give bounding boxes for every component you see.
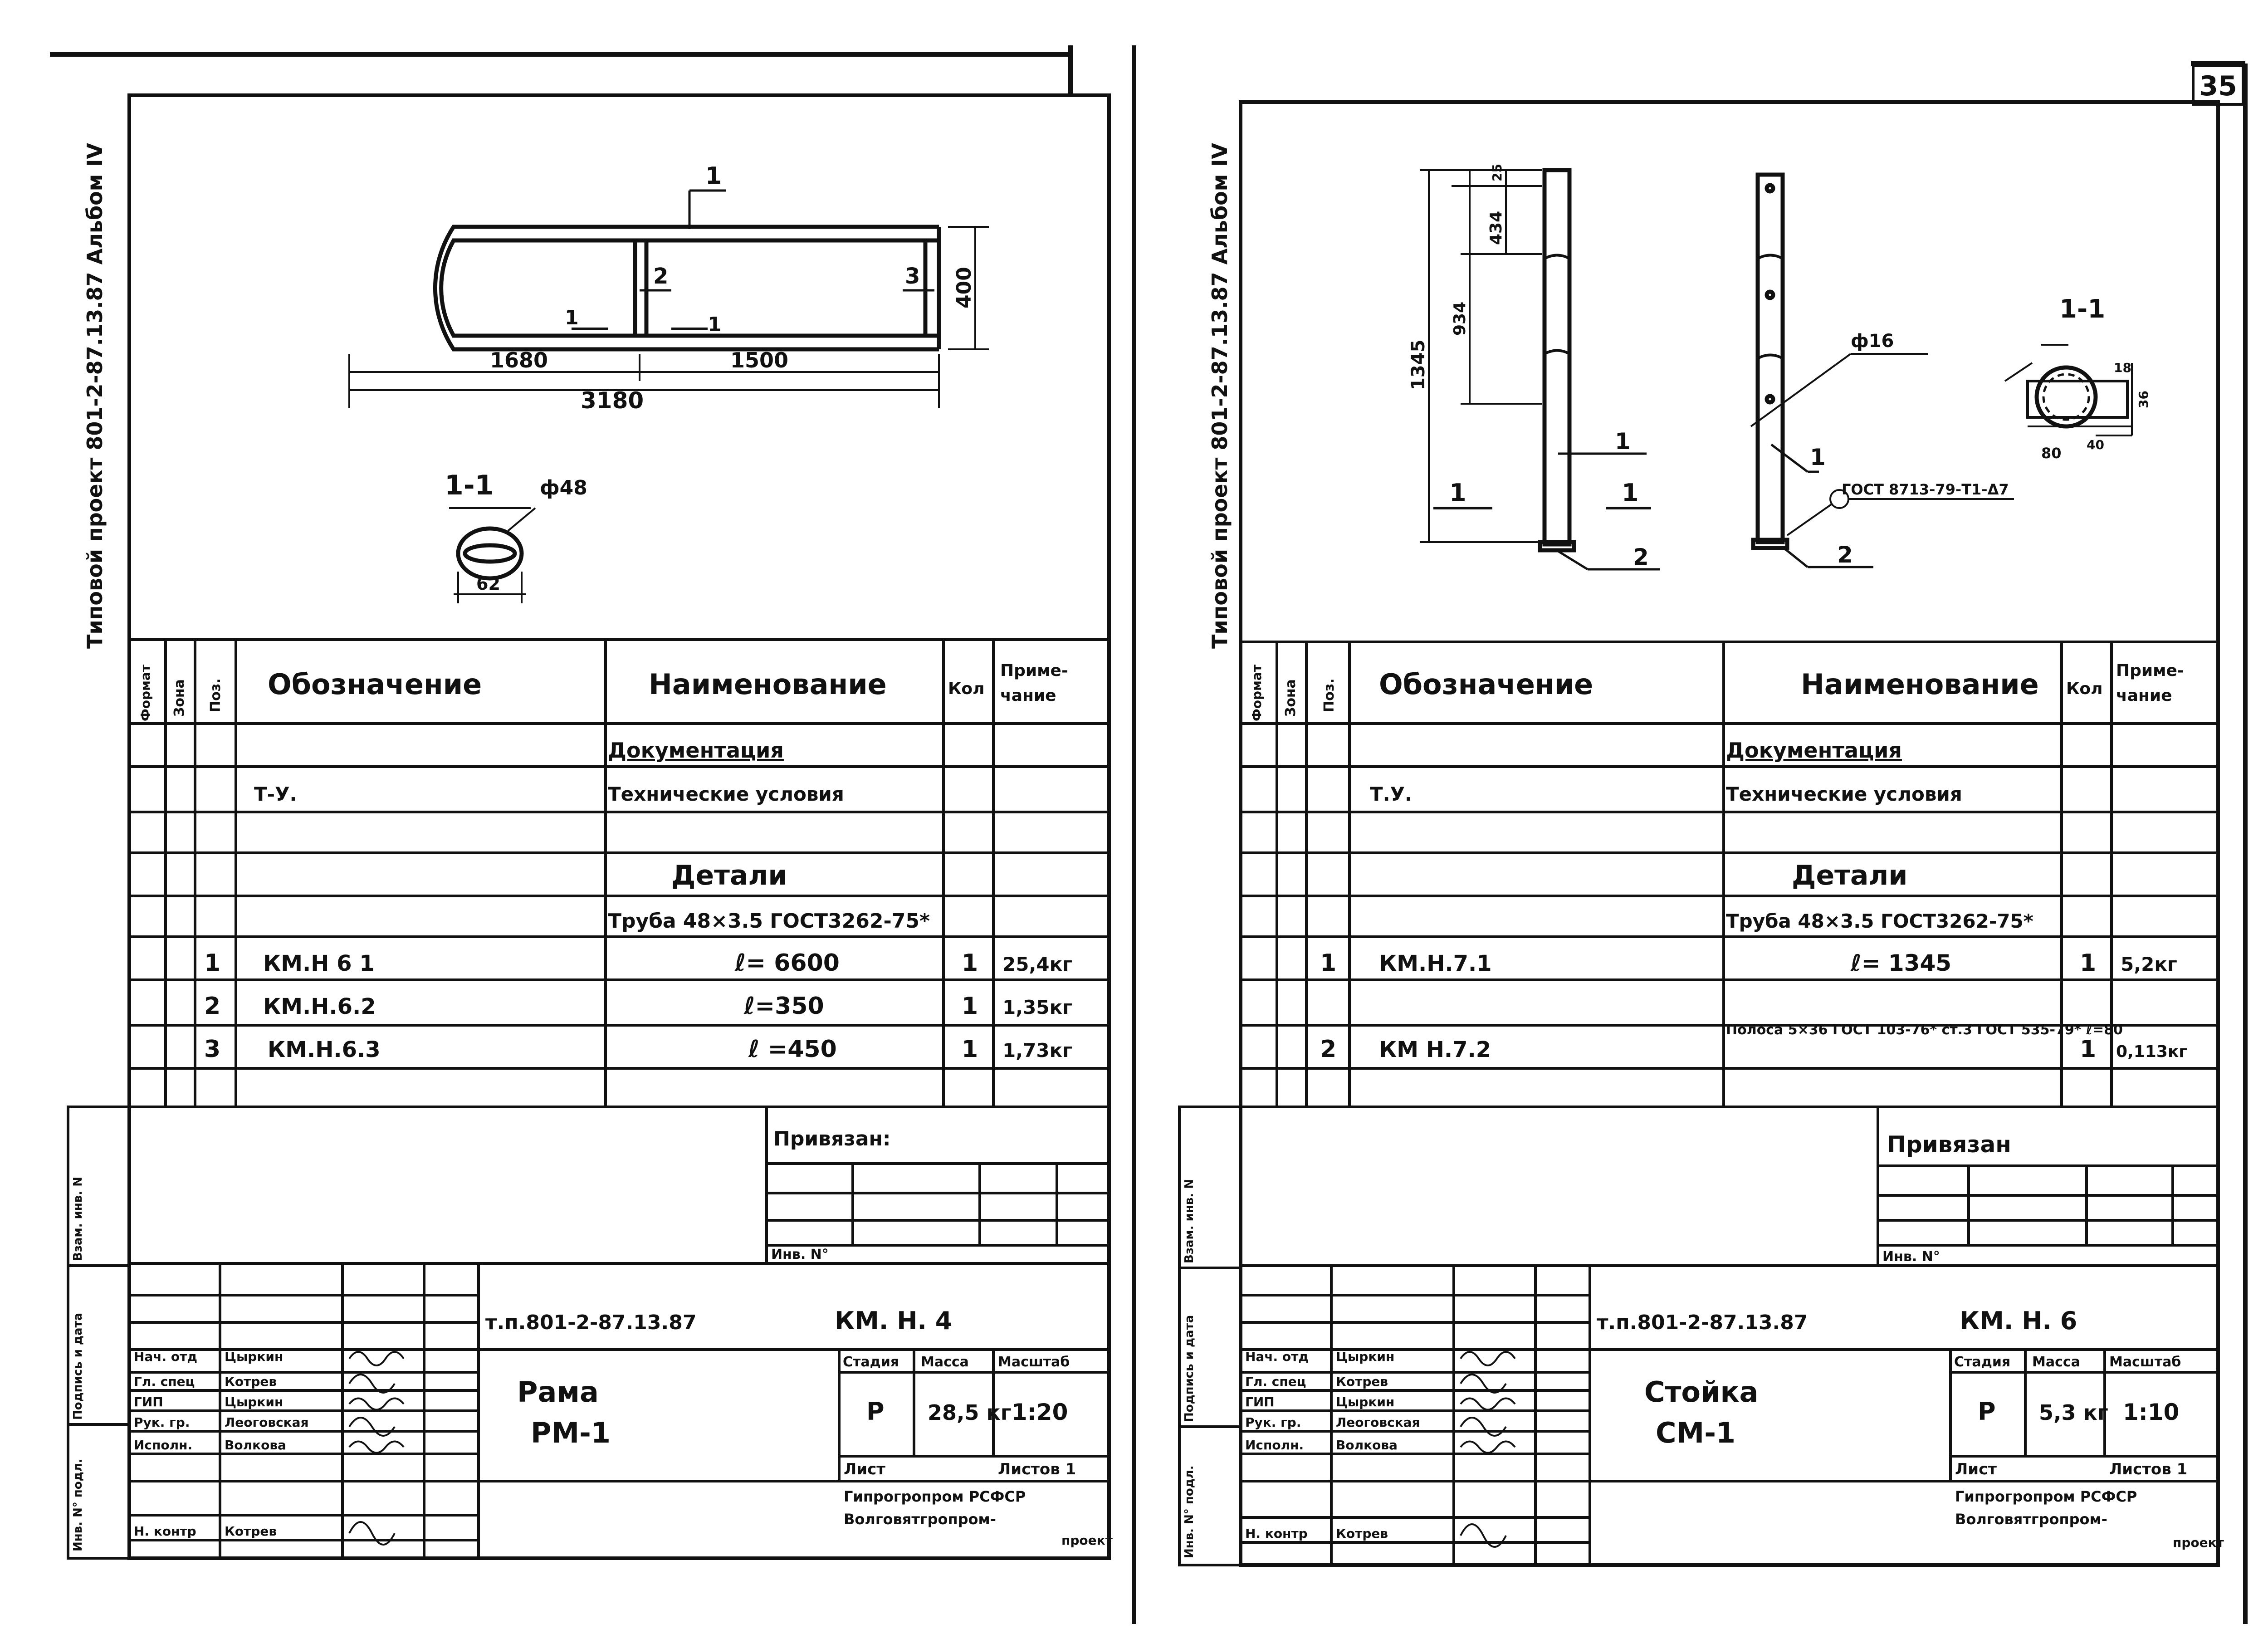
svg-text:Цыркин: Цыркин: [1336, 1349, 1395, 1364]
left-title-block-text: [71, 1127, 1113, 1551]
svg-text:934: 934: [1451, 301, 1469, 336]
svg-text:Технические условия: Технические условия: [608, 783, 844, 805]
svg-text:2: 2: [1320, 1036, 1337, 1063]
svg-text:КМ.Н 6 1: КМ.Н 6 1: [263, 951, 375, 976]
right-spec-rows: [1320, 738, 2187, 1063]
svg-text:Стадия: Стадия: [843, 1354, 899, 1370]
svg-text:Обозначение: Обозначение: [268, 668, 482, 701]
svg-text:Труба 48×3.5 ГОСТ3262-75*: Труба 48×3.5 ГОСТ3262-75*: [1726, 910, 2033, 932]
svg-text:Кол: Кол: [2066, 680, 2103, 698]
svg-text:Н. контр: Н. контр: [134, 1524, 196, 1539]
svg-text:1,35кг: 1,35кг: [1002, 996, 1073, 1018]
right-spec-headers: [1249, 661, 2184, 721]
svg-text:1: 1: [1810, 444, 1826, 470]
svg-text:2: 2: [1837, 542, 1853, 568]
svg-text:РМ-1: РМ-1: [531, 1416, 611, 1449]
svg-text:Гипрогропром РСФСР: Гипрогропром РСФСР: [844, 1488, 1026, 1505]
svg-text:Привязан: Привязан: [1887, 1131, 2011, 1158]
callout-1: 1: [705, 162, 722, 190]
svg-text:1: 1: [962, 949, 978, 977]
svg-text:Кол: Кол: [948, 680, 985, 698]
svg-text:Инв. N° подл.: Инв. N° подл.: [71, 1458, 85, 1551]
svg-text:1: 1: [1622, 479, 1639, 507]
svg-text:434: 434: [1487, 210, 1505, 245]
svg-text:Подпись и дата: Подпись и дата: [71, 1312, 85, 1420]
right-side-label: Типовой проект 801-2-87.13.87 Альбом IV: [1207, 142, 1232, 649]
svg-text:Инв. N°: Инв. N°: [1882, 1249, 1940, 1265]
left-side-label: Типовой проект 801-2-87.13.87 Альбом IV: [83, 142, 107, 649]
svg-text:25: 25: [1490, 164, 1505, 181]
svg-text:Масштаб: Масштаб: [2109, 1354, 2181, 1370]
svg-text:1: 1: [708, 313, 722, 336]
svg-text:Детали: Детали: [671, 860, 787, 891]
svg-text:КМ.Н.6.3: КМ.Н.6.3: [268, 1037, 381, 1062]
svg-text:1: 1: [1615, 428, 1631, 455]
svg-text:Наименование: Наименование: [649, 668, 887, 701]
svg-text:ℓ=350: ℓ=350: [744, 993, 824, 1020]
svg-text:Лист: Лист: [844, 1460, 885, 1478]
svg-text:Подпись и дата: Подпись и дата: [1183, 1315, 1196, 1422]
svg-text:КМ. Н. 6: КМ. Н. 6: [1960, 1306, 2077, 1335]
svg-text:проект: проект: [2173, 1535, 2224, 1550]
svg-text:Наименование: Наименование: [1801, 668, 2039, 701]
svg-text:Котрев: Котрев: [1336, 1526, 1388, 1541]
svg-text:чание: чание: [2116, 686, 2172, 705]
svg-text:Волкова: Волкова: [225, 1438, 286, 1453]
svg-text:Волговятгропром-: Волговятгропром-: [1955, 1511, 2107, 1528]
svg-text:25,4кг: 25,4кг: [1002, 953, 1073, 975]
svg-text:Лист: Лист: [1955, 1460, 1997, 1478]
svg-text:КМ.Н.6.2: КМ.Н.6.2: [263, 994, 376, 1019]
svg-text:Цыркин: Цыркин: [225, 1349, 284, 1364]
svg-text:1345: 1345: [1408, 339, 1429, 390]
svg-text:т.п.801-2-87.13.87: т.п.801-2-87.13.87: [485, 1311, 697, 1334]
svg-text:0,113кг: 0,113кг: [2116, 1042, 2188, 1061]
svg-text:36: 36: [2136, 391, 2151, 408]
right-drawing-labels: [1408, 164, 2151, 570]
svg-text:Т-У.: Т-У.: [254, 783, 297, 805]
svg-text:Цыркин: Цыркин: [225, 1394, 284, 1409]
svg-text:2: 2: [204, 993, 221, 1020]
svg-text:Волкова: Волкова: [1336, 1438, 1398, 1453]
svg-text:КМ Н.7.2: КМ Н.7.2: [1379, 1037, 1491, 1062]
svg-text:Исполн.: Исполн.: [134, 1438, 193, 1453]
svg-text:Формат: Формат: [1249, 664, 1264, 721]
svg-text:Гл. спец: Гл. спец: [134, 1374, 195, 1389]
svg-text:Котрев: Котрев: [225, 1524, 277, 1539]
svg-text:Рук. гр.: Рук. гр.: [1245, 1415, 1301, 1430]
callout-2: 2: [653, 264, 669, 289]
svg-text:1:20: 1:20: [1012, 1399, 1068, 1425]
svg-text:1: 1: [1320, 949, 1337, 977]
svg-text:Исполн.: Исполн.: [1245, 1438, 1304, 1453]
svg-text:Привязан:: Привязан:: [773, 1127, 891, 1150]
svg-text:Обозначение: Обозначение: [1379, 668, 1593, 701]
svg-text:5,3 кг: 5,3 кг: [2039, 1400, 2108, 1425]
svg-text:Цыркин: Цыркин: [1336, 1394, 1395, 1409]
dim-62: 62: [476, 574, 500, 594]
svg-text:Р: Р: [1978, 1397, 1996, 1426]
svg-text:Инв. N°: Инв. N°: [771, 1247, 829, 1262]
dim-400: 400: [953, 267, 976, 308]
svg-text:ГИП: ГИП: [134, 1394, 163, 1409]
svg-text:Волговятгропром-: Волговятгропром-: [844, 1511, 996, 1528]
dim-1680: 1680: [490, 348, 548, 372]
svg-text:СМ-1: СМ-1: [1656, 1416, 1736, 1449]
svg-text:Котрев: Котрев: [1336, 1374, 1388, 1389]
svg-text:ℓ =450: ℓ =450: [748, 1036, 837, 1063]
svg-text:Зона: Зона: [1283, 679, 1299, 717]
svg-text:Рама: Рама: [517, 1375, 599, 1409]
svg-text:Формат: Формат: [138, 664, 153, 721]
right-post-drawing: [1420, 170, 2132, 569]
svg-text:Документация: Документация: [1726, 738, 1902, 763]
svg-text:80: 80: [2041, 445, 2062, 462]
svg-text:1: 1: [204, 949, 221, 977]
svg-text:Р: Р: [866, 1397, 885, 1426]
callout-3: 3: [905, 264, 920, 289]
svg-text:Т.У.: Т.У.: [1370, 783, 1412, 805]
svg-text:Нач. отд: Нач. отд: [134, 1349, 198, 1364]
svg-text:1: 1: [1449, 479, 1466, 507]
svg-text:1,73кг: 1,73кг: [1002, 1039, 1073, 1062]
svg-text:проект: проект: [1061, 1533, 1113, 1548]
svg-text:Рук. гр.: Рук. гр.: [134, 1415, 190, 1430]
svg-text:Стойка: Стойка: [1644, 1375, 1759, 1409]
svg-text:1-1: 1-1: [2059, 294, 2106, 324]
svg-text:Взам. инв. N: Взам. инв. N: [71, 1177, 85, 1261]
svg-text:Гл. спец: Гл. спец: [1245, 1374, 1306, 1389]
svg-text:Масса: Масса: [921, 1354, 969, 1370]
svg-text:Документация: Документация: [608, 738, 784, 763]
svg-text:Масштаб: Масштаб: [998, 1354, 1070, 1370]
svg-text:КМ. Н. 4: КМ. Н. 4: [835, 1306, 953, 1335]
svg-text:40: 40: [2087, 437, 2104, 452]
svg-text:1: 1: [565, 306, 579, 329]
page-number: 35: [2199, 70, 2237, 102]
svg-text:Котрев: Котрев: [225, 1374, 277, 1389]
svg-text:Инв. N° подл.: Инв. N° подл.: [1183, 1465, 1196, 1558]
section-label: 1-1: [445, 470, 494, 501]
svg-text:ГОСТ 8713-79-Т1-Δ7: ГОСТ 8713-79-Т1-Δ7: [1842, 481, 2009, 498]
svg-text:Детали: Детали: [1792, 860, 1908, 891]
svg-text:Масса: Масса: [2032, 1354, 2080, 1370]
svg-text:Стадия: Стадия: [1954, 1354, 2011, 1370]
svg-text:1:10: 1:10: [2123, 1399, 2180, 1425]
right-sheet: [1179, 102, 2224, 1565]
left-sheet: [68, 95, 1113, 1558]
diameter-label: ф48: [540, 476, 587, 499]
svg-text:Технические условия: Технические условия: [1726, 783, 1962, 805]
svg-text:2: 2: [1633, 544, 1649, 570]
svg-text:Поз.: Поз.: [1321, 678, 1337, 712]
svg-text:28,5 кг: 28,5 кг: [928, 1400, 1012, 1425]
svg-text:ф16: ф16: [1851, 331, 1894, 352]
svg-text:Приме-: Приме-: [2116, 661, 2184, 680]
svg-text:Листов 1: Листов 1: [998, 1460, 1076, 1478]
svg-text:Нач. отд: Нач. отд: [1245, 1349, 1309, 1364]
svg-text:Н. контр: Н. контр: [1245, 1526, 1308, 1541]
svg-text:1: 1: [962, 993, 978, 1020]
svg-text:ГИП: ГИП: [1245, 1394, 1275, 1409]
svg-text:1: 1: [962, 1036, 978, 1063]
svg-text:Зона: Зона: [171, 679, 187, 717]
svg-text:Полоса 5×36 ГОСТ 103-76* ст.3: Полоса 5×36 ГОСТ 103-76* ст.3 ГОСТ 535-79* ℓ=80: [1726, 1022, 2123, 1038]
svg-text:Поз.: Поз.: [208, 678, 224, 712]
svg-text:Листов 1: Листов 1: [2109, 1460, 2188, 1478]
svg-text:Леоговская: Леоговская: [1336, 1415, 1420, 1430]
left-frame-drawing: [349, 191, 989, 603]
dim-3180: 3180: [581, 387, 644, 414]
left-spec-headers: [138, 661, 1068, 721]
svg-text:18: 18: [2114, 360, 2131, 375]
svg-text:3: 3: [204, 1036, 221, 1063]
svg-text:ℓ= 1345: ℓ= 1345: [1851, 950, 1952, 976]
left-spec-rows: [204, 738, 1072, 1063]
svg-text:Гипрогропром РСФСР: Гипрогропром РСФСР: [1955, 1488, 2137, 1505]
svg-text:1: 1: [2080, 949, 2097, 977]
svg-text:Приме-: Приме-: [1000, 661, 1068, 680]
svg-text:Труба 48×3.5 ГОСТ3262-75*: Труба 48×3.5 ГОСТ3262-75*: [608, 910, 930, 933]
svg-text:1: 1: [2080, 1036, 2097, 1063]
svg-text:ℓ= 6600: ℓ= 6600: [735, 949, 840, 977]
svg-text:т.п.801-2-87.13.87: т.п.801-2-87.13.87: [1597, 1311, 1808, 1334]
svg-text:Леоговская: Леоговская: [225, 1415, 309, 1430]
svg-text:КМ.Н.7.1: КМ.Н.7.1: [1379, 951, 1492, 976]
svg-text:чание: чание: [1000, 686, 1056, 705]
dim-1500: 1500: [730, 348, 789, 372]
svg-text:5,2кг: 5,2кг: [2121, 953, 2177, 975]
svg-text:Взам. инв. N: Взам. инв. N: [1183, 1179, 1196, 1263]
